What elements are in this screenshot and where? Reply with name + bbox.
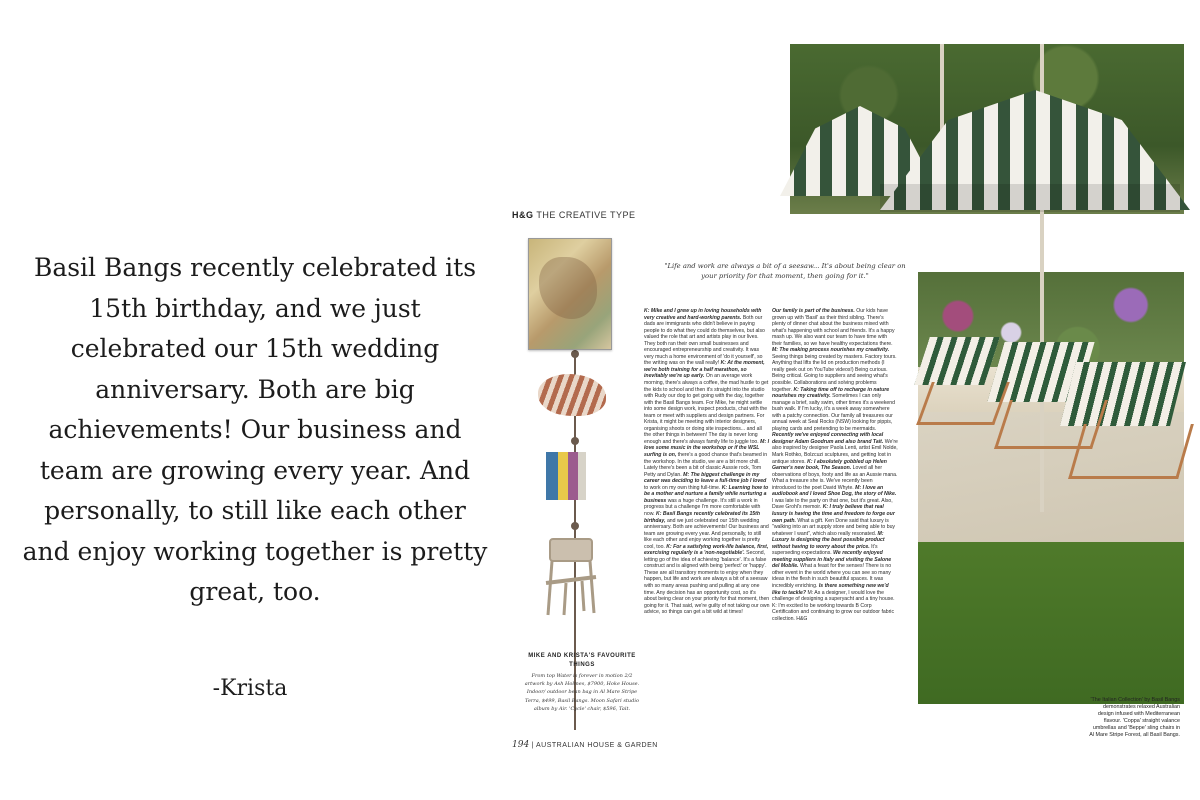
pull-quote: "Life and work are always a bit of a seesaw... It's about being clear on your priority for that moment, then going for it." (664, 262, 906, 280)
interview-prompt: M: I love an audiobook and I loved Shoe Dog, the story of Nike. (772, 484, 897, 498)
interview-text: What a feast for the senses! There is no other event in the world where you can see so many ideas in the flesh in such beautiful spaces. It was incredibly enriching. (772, 563, 892, 589)
interview-text: Both our dads are immigrants who didn't believe in paying people to do what they could do themselves, but also valued the role that art and artists play in our lives. They both ran their own small businesses and encouraged entrepreneurship and creativity. It was very much a home environment of 'do it yourself', so the writing was on the wall really! (644, 314, 765, 367)
interview-text: M: As a designer, I would love the challenge of designing a superyacht and a tiny house. K: I'm excited to be working towards B Corp Certification and continuing to grow our outdoor fabric collection. H&G (772, 589, 895, 622)
quote-text: Basil Bangs recently celebrated its 15th birthday, and we just celebrated our 15th wedding anniversary. Both are big achievements! Our business and team are growing every year. And personally, to still like each other and enjoy working together is pretty great, too. (22, 253, 488, 606)
photo-caption: 'The Italian Collection' by Basil Bangs demonstrates relaxed Australian design infused with Mediterranean flavour. 'Coppa' straight valance umbrellas and 'Beppe' sling chairs in Al Mare Stripe Forest, all Basil Bangs. (1089, 697, 1180, 738)
interview-prompt: We recently enjoyed meeting suppliers in Italy and visiting the Salone del Mobile. (772, 550, 892, 570)
interview-prompt: K: Mike and I grew up in loving households with very creative and hard-working parents. (644, 308, 762, 321)
umbrella-photo-top (790, 44, 1184, 214)
interview-text: What a gift. Ken Done said that luxury is "walking into an art supply store and being able to buy whatever I want", which also really resonated. (772, 517, 895, 537)
interview-prompt: K: I truly believe that real luxury is having the time and freedom to forge our own path. (772, 504, 895, 524)
interview-prompt: M: The making process nourishes my creativity. (772, 347, 890, 354)
interview-text: Our kids have grown up with 'Basil' as their third sibling. There's plenty of dinner chat about the business mixed with what's happening with school and friends. It's a happy mash up. We also want our team to have time with their families, so we have healthy expectations there. (772, 308, 895, 347)
interview-prompt: M: Luxury is designing the best possible product without having to worry about the price. (772, 530, 885, 550)
favourites-title: MIKE AND KRISTA'S FAVOURITE THINGS (528, 653, 636, 668)
interview-prompt: K: Taking time off to recharge in nature nourishes my creativity. (772, 386, 890, 400)
photo-block (790, 44, 1184, 738)
interview-text: was a huge challenge. It's still a work in progress but a challenge I'm more comfortable with now. (644, 497, 761, 517)
interview-prompt: Is there something new we'd like to tackle? (772, 582, 889, 596)
bean-bag-image (538, 374, 606, 416)
quote-author: -Krista (212, 676, 288, 701)
artwork-image (528, 238, 612, 350)
interview-prompt: M: The biggest challenge in my career was deciding to leave a full-time job I loved (644, 471, 767, 485)
interview-prompt: K: Basil Bangs recently celebrated its 15th birthday, (644, 510, 761, 524)
pole-node (571, 522, 579, 530)
interview-text: Second, letting go of the idea of achieving 'balance'. It's a false construct and is aligned with being 'perfect' or 'happy'. These are all transitory moments to enjoy when they happen, but life and work are always a bit of a seesaw with so many areas pushing and pulling at any one time. Any decision has an opportunity cost, so it's about being clear on your priority for that moment, then going for it. That said, we're guilty of not taking our own advice, so things can get a bit wild at times! (644, 550, 770, 616)
publication-name: AUSTRALIAN HOUSE & GARDEN (536, 742, 658, 749)
section-logo: H&G (512, 210, 534, 220)
page-footer: 194 | AUSTRALIAN HOUSE & GARDEN (512, 740, 658, 750)
interview-prompt: Recently we've enjoyed connecting with local designer Adam Goodrum and also brand Tait. (772, 432, 885, 445)
article-body (644, 308, 770, 616)
interview-text: to work on my own thing full-time. (644, 484, 722, 491)
section-title: THE CREATIVE TYPE (536, 210, 636, 220)
pole-node (571, 350, 579, 358)
interview-text: It's superseding expectations. (772, 543, 878, 557)
quote-panel (0, 0, 500, 800)
article-column-1 (644, 308, 770, 616)
interview-prompt: K: At the moment, we're both training for a half marathon, so inevitably we're up early. (644, 360, 765, 380)
interview-text: and we just celebrated our 15th wedding anniversary. Both are achievements! Our business and team are growing every year. And personally, to still like each other and enjoy working together is pretty cool, too. (644, 517, 769, 550)
favourites-text: From top Water is forever in motion 2/2 artwork by Ash Holmes, $7900, Hoke House. Indoor/ outdoor bean bag in Al Mare Stripe Terra, $499, Basil Bangs. Moon Safari studio album by Air. 'Cycle' chair, $596, Tait. (524, 673, 640, 712)
page-number: 194 (512, 740, 530, 750)
interview-prompt: K: I absolutely gobbled up Helen Garner's new book, The Season. (772, 458, 887, 472)
interview-text: Sometimes I can only manage a brief, salty swim, other times it's a weekend bush walk. If I'm lucky, it's a week away somewhere with a patchy connection. Our family all treasures our annual week at Seal Rocks (NSW) looking for pippis, playing cards and pretending to be mermaids. (772, 393, 895, 432)
garden-photo (918, 212, 1184, 738)
interview-text: I was late to the party on that one, but it's great. Also, Dave Grohl's memoir. (772, 497, 893, 511)
interview-text: Seeing things being created by masters. Factory tours. Anything that lifts the lid on production methods (I really geek out on YouTube videos!) Being curious. Being critical. Going to suppliers and seeing what's possible. Collaborations and solving problems together. (772, 353, 897, 393)
interview-prompt: Our family is part of the business. (772, 308, 857, 314)
interview-prompt: K: Learning how to be a mother and nurture a family while nurturing a business (644, 484, 769, 504)
interview-text: On an average work morning, there's always a coffee, the mad hustle to get the kids to school and then it's straight into the studio with Rudy our dog to get going with the day, together with the Basil Bangs team. For Mike, he might settle into some design work, inspect products, chat with the team or meet with suppliers and design partners. For Krista, it might be meeting with interior designers, organising shoots or doing site inspections... and all the other things in between! The day is never long enough and there's always family life to juggle too. (644, 373, 769, 445)
chair-image (536, 537, 606, 617)
favourite-things-column (522, 232, 642, 742)
section-header (512, 210, 636, 220)
magazine-page (500, 0, 1200, 800)
interview-text: there's a good chance that's beamed in the workshop. In the studio, we are a bit more chill. Lately there's been a bit of classic Aussie rock, Tom Petty and Dylan. (644, 452, 768, 478)
interview-text: We're also inspired by designer Paola Lenti, artist Emil Nolde, Mark Rothko, Bolzcuzi sculptures, and getting lost in antique stores. (772, 438, 898, 465)
album-image (546, 452, 586, 500)
pole-node (571, 437, 579, 445)
interview-prompt: M: I love some music in the workshop or if the WSL surfing is on, (644, 438, 770, 459)
lawn (918, 542, 1184, 704)
interview-text: Loved all her observations of boys, footy and life as an Aussie mana. What a treasure she is. We've recently been introduced to the poet David Whyte. (772, 465, 898, 491)
interview-prompt: K: For a satisfying work-life balance, first, exercising regularly is a 'non-negotiable'. (644, 543, 769, 557)
